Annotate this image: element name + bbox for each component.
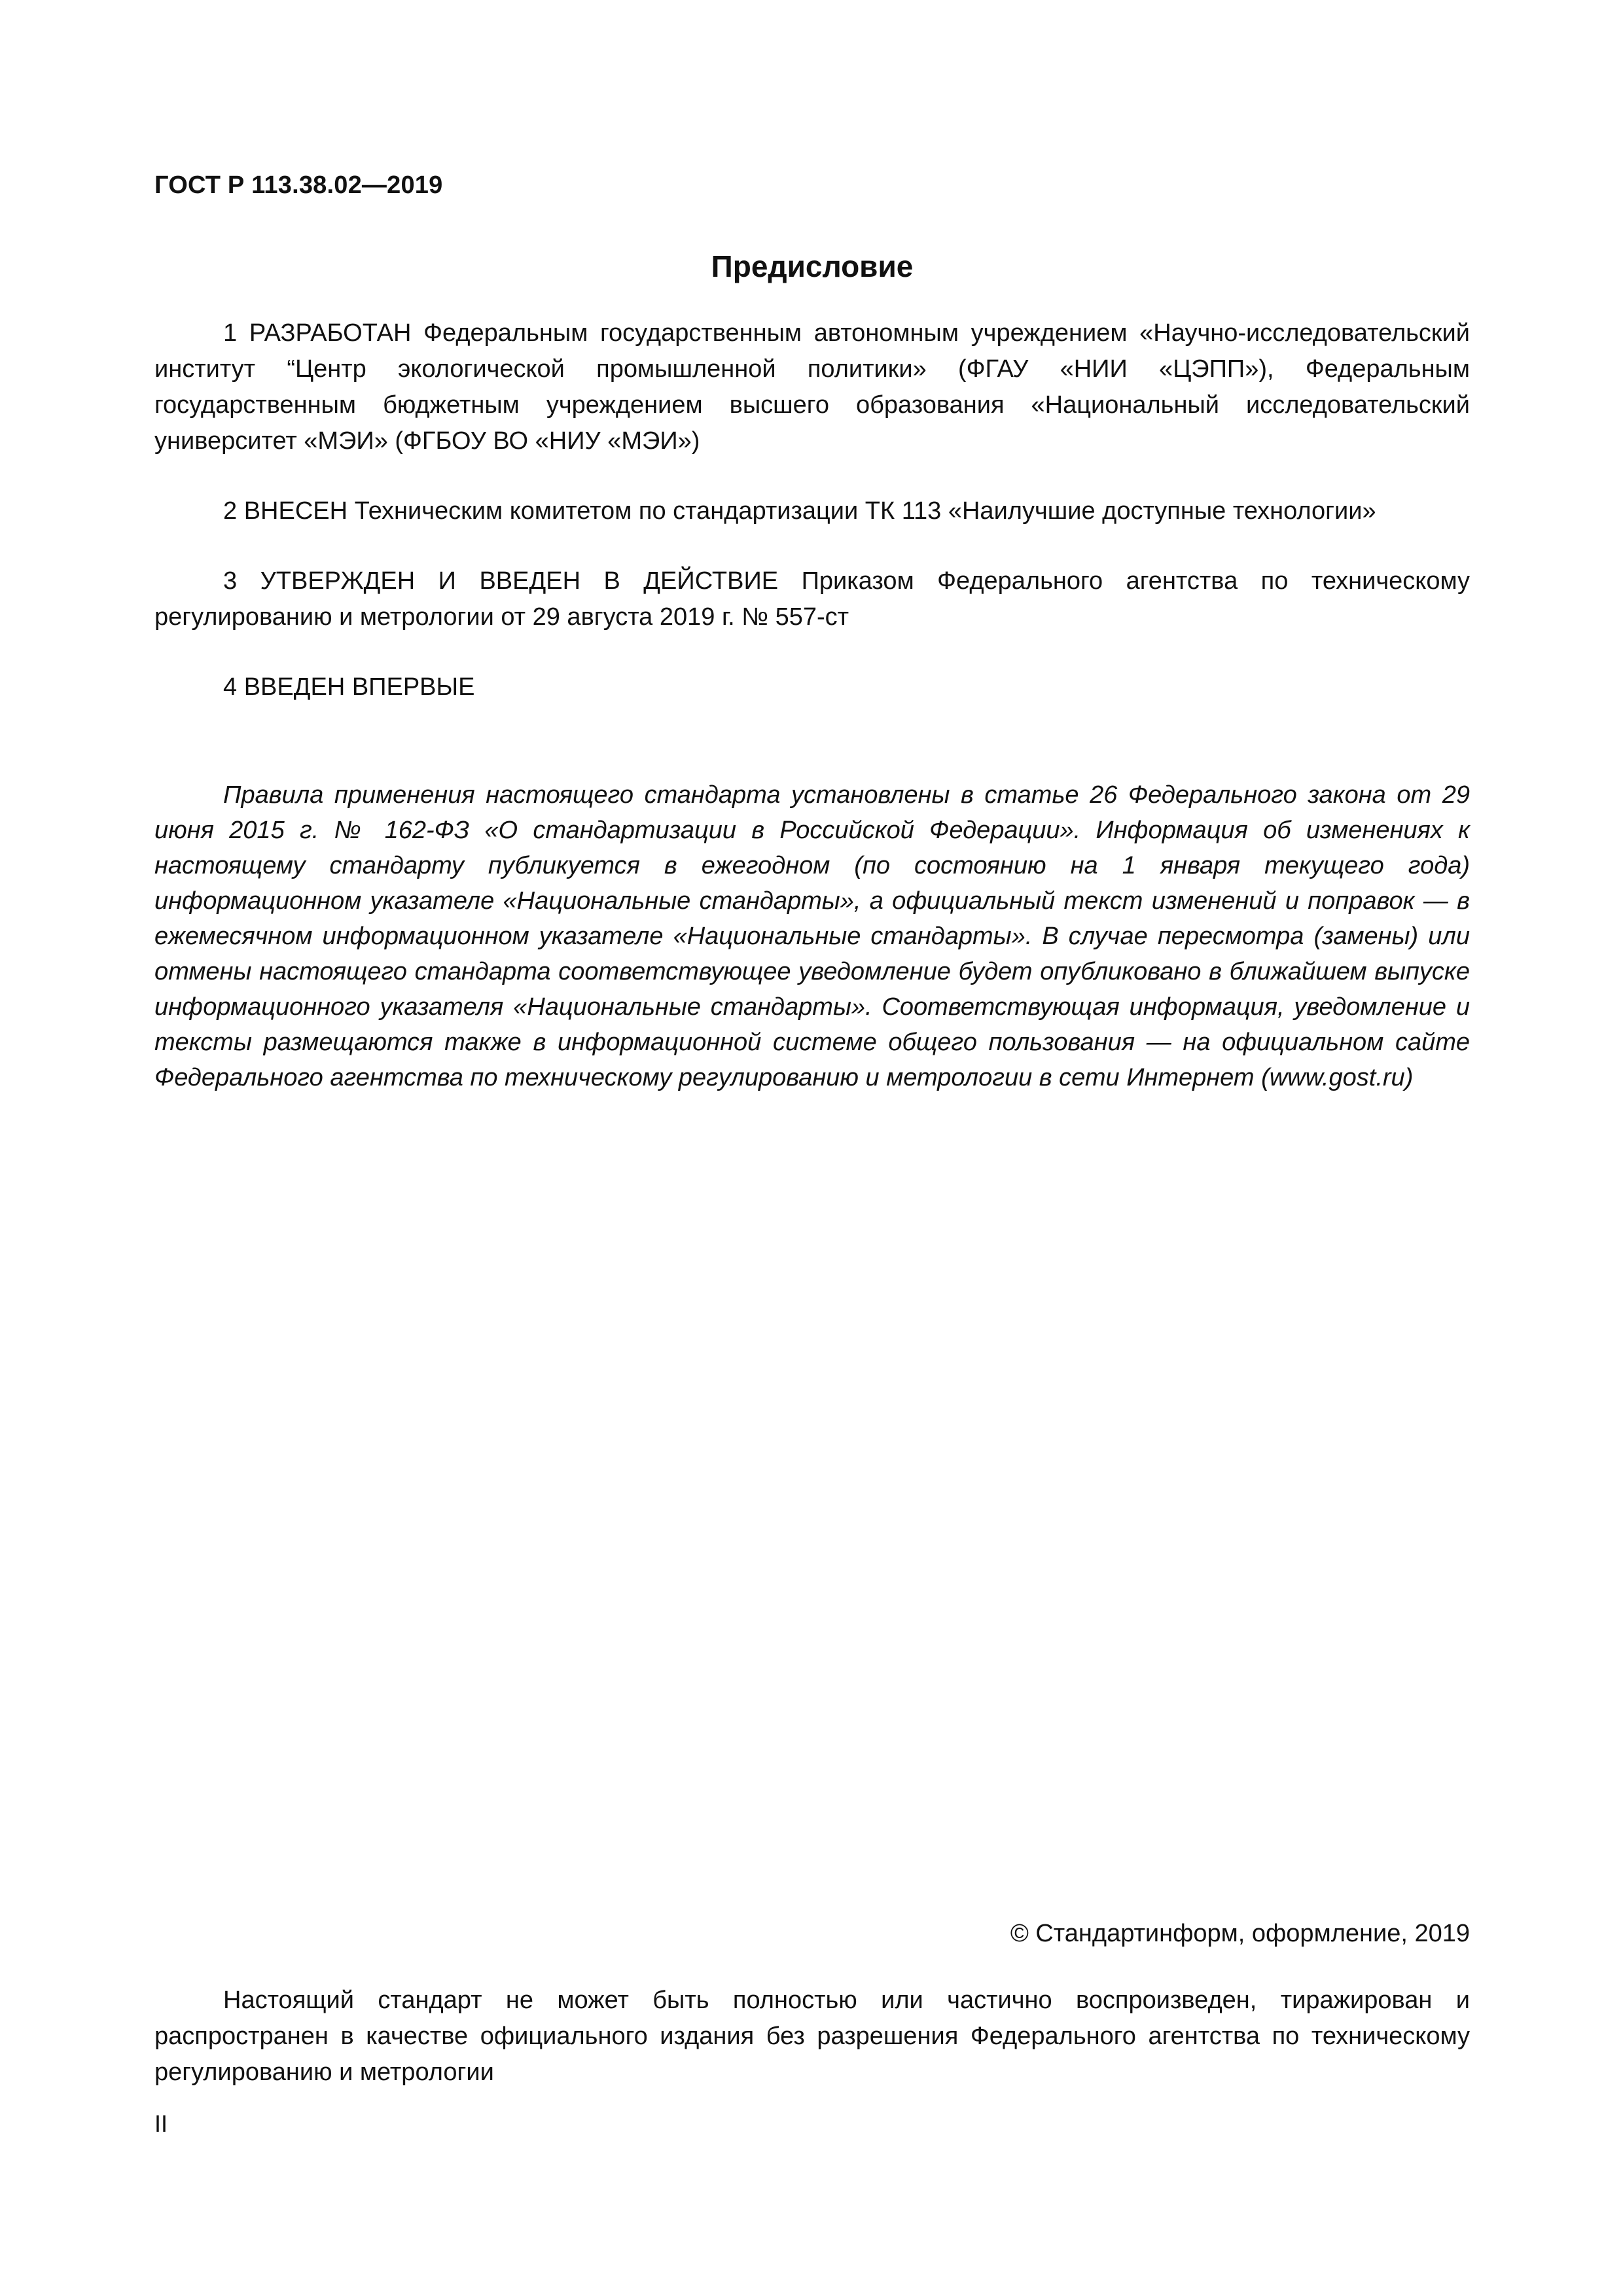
page-number: II — [154, 2110, 168, 2137]
foreword-item-1 — [154, 315, 1470, 459]
item-number: 4 — [223, 673, 238, 701]
item-text: Федеральным государственным автономным учреждением «Научно-исследовательский институт “Центр экологической промышленной политики» (ФГАУ «НИИ «ЦЭПП»), Федеральным государственным бюджетным учреждением высшего образования «Национальный исследовательский университет «МЭИ» (ФГБОУ ВО «НИУ «МЭИ») — [154, 319, 1470, 455]
foreword-title: Предисловие — [711, 249, 914, 283]
rules-paragraph: Правила применения настоящего стандарта установлены в статье 26 Федерального закона от 29 июня 2015 г. № 162-ФЗ «О стандартизации в Российской Федерации». Информация об изменениях к настоящему стандарту публикуется в ежегодном (по состоянию на 1 января текущего года) информационном указателе «Национальные стандарты», а официальный текст изменений и поправок — в ежемесячном информационном указателе «Национальные стандарты». В случае пересмотра (замены) или отмены настоящего стандарта соответствующее уведомление будет опубликовано в ближайшем выпуске информационного указателя «Национальные стандарты». Соответствующая информация, уведомление и тексты размещаются также в информационной системе общего пользования — на официальном сайте Федерального агентства по техническому регулированию и метрологии в сети Интернет (www.gost.ru) — [154, 781, 1470, 1091]
item-lead: ВНЕСЕН — [243, 497, 348, 525]
foreword-item-4 — [154, 669, 1470, 705]
item-text: Приказом Федерального агентства по техническому регулированию и метрологии от 29 августа 2019 г. № 557-ст — [154, 567, 1471, 631]
item-number: 1 — [223, 319, 238, 347]
reproduction-notice: Настоящий стандарт не может быть полностью или частично воспроизведен, тиражирован и распространен в качестве официального издания без разрешения Федерального агентства по техническому регулированию и метрологии — [154, 1987, 1470, 2086]
foreword-items — [154, 315, 1470, 739]
item-text: Техническим комитетом по стандартизации ТК 113 «Наилучшие доступные технологии» — [354, 497, 1376, 525]
foreword-item-3 — [154, 563, 1470, 635]
item-number: 2 — [223, 497, 238, 525]
item-lead: УТВЕРЖДЕН И ВВЕДЕН В ДЕЙСТВИЕ — [260, 567, 779, 595]
foreword-item-2 — [154, 493, 1470, 529]
item-number: 3 — [223, 567, 238, 595]
item-lead: РАЗРАБОТАН — [249, 319, 412, 347]
copyright-line: © Стандартинформ, оформление, 2019 — [1010, 1920, 1470, 1947]
item-lead: ВВЕДЕН ВПЕРВЫЕ — [243, 673, 475, 701]
document-code: ГОСТ Р 113.38.02—2019 — [154, 171, 443, 199]
